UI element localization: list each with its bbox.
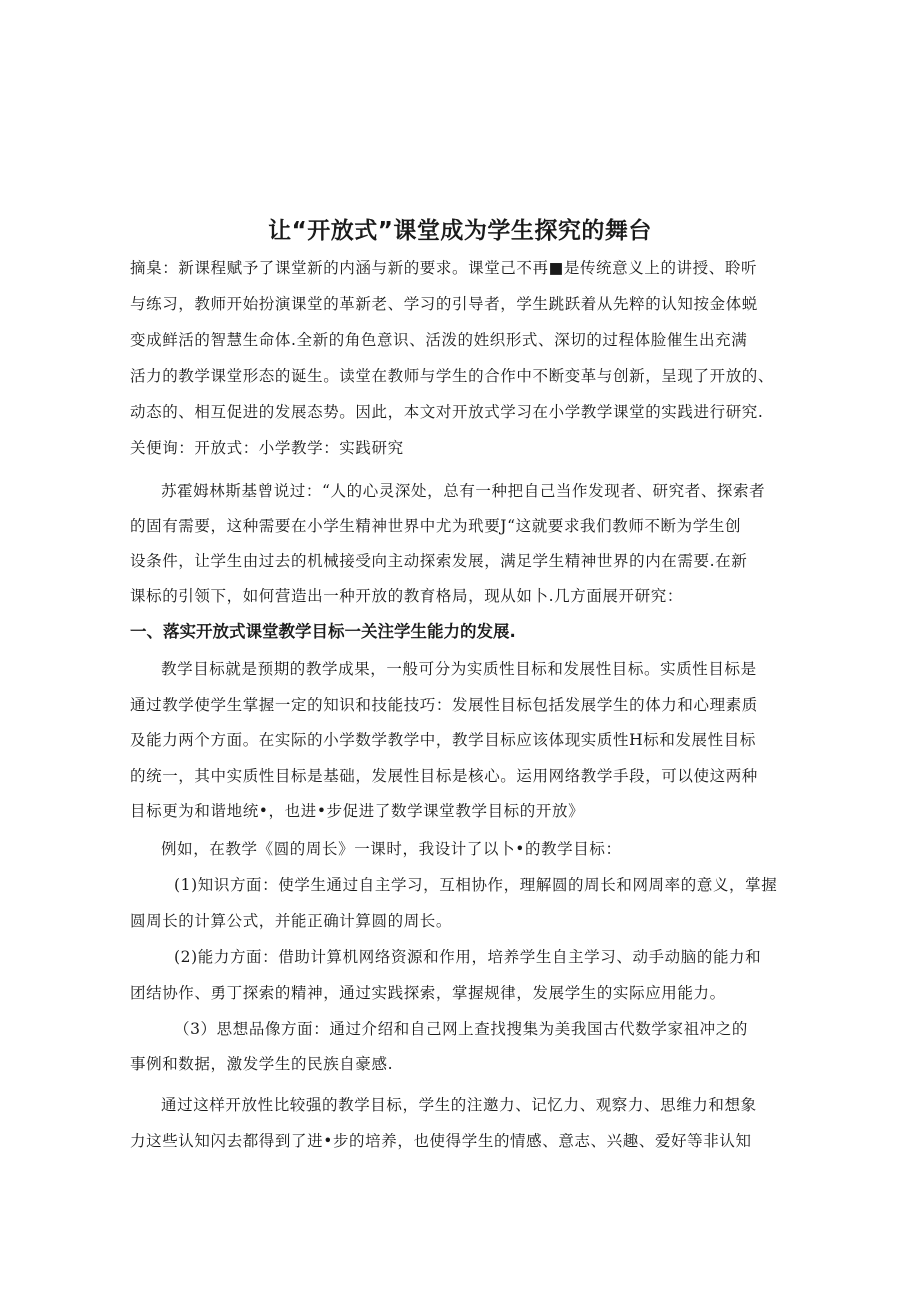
goal-moral-line: 事例和数据，激发学生的民族自豪感.	[130, 1055, 394, 1073]
closing-paragraph-line: 力这些认知闪去都得到了进•步的培养，也使得学生的情感、意志、兴趣、爱好等非认知	[130, 1132, 752, 1150]
goal-knowledge-line: (1)知识方面：使学生通过自主学习，互相协作，理解圆的周长和网周率的意义，掌握	[174, 876, 778, 894]
section-paragraph-line: 教学目标就是预期的教学成果，一般可分为实质性目标和发展性目标。实质性目标是	[161, 660, 757, 678]
closing-paragraph-line: 通过这样开放性比较强的教学目标，学生的注邀力、记忆力、观察力、思维力和想象	[161, 1096, 757, 1114]
goal-knowledge-line: 圆周长的计算公式，并能正确计算圆的周长。	[130, 912, 453, 930]
goal-ability-line: (2)能力方面：借助计算机网络资源和作用，培养学生自主学习、动手动脑的能力和	[174, 948, 762, 966]
keywords-line: 关便询：开放式：小学教学：实践研究	[130, 439, 404, 457]
section-paragraph-line: 及能力两个方面。在实际的小学数学教学中，教学目标应该体现实质性H标和发展性目标	[130, 731, 756, 749]
section-paragraph-line: 通过教学使学生掌握一定的知识和技能技巧：发展性目标包括发展学生的体力和心理素质	[130, 696, 758, 714]
intro-line: 课标的引领下，如何营造出一种开放的教育格局，现从如卜.几方面展开研究：	[130, 587, 683, 605]
abstract-line: 变成鲜活的智慧生命体.全新的角色意识、活泼的姓织形式、深切的过程体脸催生出充满	[130, 331, 748, 349]
goal-moral-line: （3）思想品像方面：通过介绍和自己网上查找搜集为美我国古代数学家祖冲之的	[174, 1020, 748, 1038]
section-paragraph-line: 目标更为和谐地统•，也进•步促进了数学课堂教学目标的开放》	[130, 802, 585, 820]
example-line: 例如，在教学《圆的周长》一课时，我设计了以卜•的教学目标：	[161, 840, 622, 858]
goal-ability-line: 团结协作、勇丁探索的精神，通过实践探索，掌握规律，发展学生的实际应用能力。	[130, 984, 726, 1002]
abstract-line: 活力的教学课堂形态的诞生。读堂在教师与学生的合作中不断变革与创新，呈现了开放的、	[130, 367, 775, 385]
document-title: 让“开放式”课堂成为学生探究的舞台	[268, 218, 652, 244]
abstract-line: 动态的、相互促进的发展态势。因此，本文对开放式学习在小学教学课堂的实践进行研究.	[130, 403, 764, 421]
section-paragraph-line: 的统一，其中实质性目标是基础，发展性目标是核心。运用网络教学手段，可以使这两种	[130, 767, 758, 785]
abstract-line: 与练习，教师开始扮演课堂的革新老、学习的引导者，学生跳跃着从先粹的认知按金体蜕	[130, 295, 758, 313]
intro-line: 苏霍姆林斯基曾说过：“人的心灵深处，总有一种把自己当作发现者、研究者、探索者	[161, 482, 766, 500]
section-heading: 一、落实开放式课堂教学目标一关注学生能力的发展.	[130, 622, 516, 641]
intro-line: 的固有需要，这种需要在小学生精神世界中尤为玳要J“这就要求我们教师不断为学生创	[130, 517, 742, 535]
abstract-line: 摘臬：新课程赋予了课堂新的内涵与新的要求。课堂己不再■是传统意义上的讲授、聆听	[130, 259, 758, 277]
intro-line: 设条件，让学生由过去的机械接受向主动探索发展，满足学生精神世界的内在需要.在新	[130, 552, 748, 570]
